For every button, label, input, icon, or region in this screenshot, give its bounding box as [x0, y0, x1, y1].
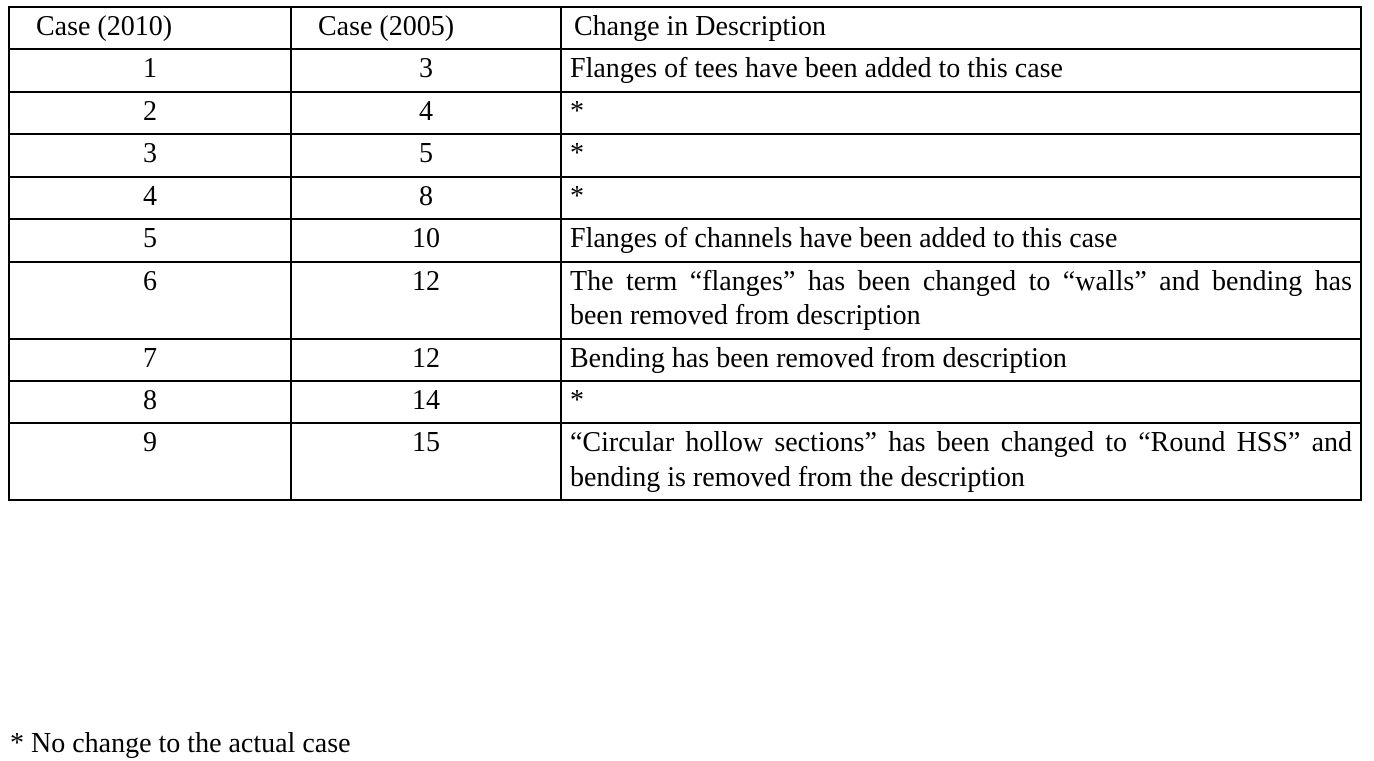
cell-case-2005: 10	[291, 219, 561, 261]
table-row	[9, 92, 1361, 134]
header-case-2005: Case (2005)	[291, 7, 561, 49]
cell-change-description: *	[561, 92, 1361, 134]
cell-case-2010: 4	[9, 177, 291, 219]
table-row	[9, 177, 1361, 219]
cell-change-description: The term “flanges” has been changed to “walls” and bending has been removed from description	[561, 262, 1361, 339]
cell-case-2005: 8	[291, 177, 561, 219]
header-change-description: Change in Description	[561, 7, 1361, 49]
cell-change-description: “Circular hollow sections” has been changed to “Round HSS” and bending is removed from the description	[561, 423, 1361, 500]
table-row	[9, 134, 1361, 176]
cell-case-2005: 12	[291, 339, 561, 381]
cell-change-description: *	[561, 134, 1361, 176]
cell-case-2010: 9	[9, 423, 291, 500]
cell-case-2010: 3	[9, 134, 291, 176]
table-row	[9, 381, 1361, 423]
cell-change-description: Flanges of channels have been added to this case	[561, 219, 1361, 261]
cell-case-2005: 3	[291, 49, 561, 91]
cell-case-2005: 4	[291, 92, 561, 134]
cell-case-2010: 8	[9, 381, 291, 423]
cell-case-2010: 1	[9, 49, 291, 91]
cell-case-2005: 14	[291, 381, 561, 423]
cell-case-2010: 7	[9, 339, 291, 381]
cell-case-2005: 12	[291, 262, 561, 339]
cell-change-description: *	[561, 381, 1361, 423]
cell-case-2010: 2	[9, 92, 291, 134]
cell-change-description: *	[561, 177, 1361, 219]
case-change-table	[8, 6, 1362, 501]
cell-case-2005: 5	[291, 134, 561, 176]
table-header-row	[9, 7, 1361, 49]
table-row	[9, 219, 1361, 261]
cell-case-2010: 5	[9, 219, 291, 261]
table-row	[9, 262, 1361, 339]
cell-change-description: Bending has been removed from description	[561, 339, 1361, 381]
table-row	[9, 423, 1361, 500]
table-row	[9, 339, 1361, 381]
cell-case-2005: 15	[291, 423, 561, 500]
header-case-2010: Case (2010)	[9, 7, 291, 49]
table-row	[9, 49, 1361, 91]
table-footnote: * No change to the actual case	[10, 728, 351, 759]
cell-case-2010: 6	[9, 262, 291, 339]
cell-change-description: Flanges of tees have been added to this case	[561, 49, 1361, 91]
